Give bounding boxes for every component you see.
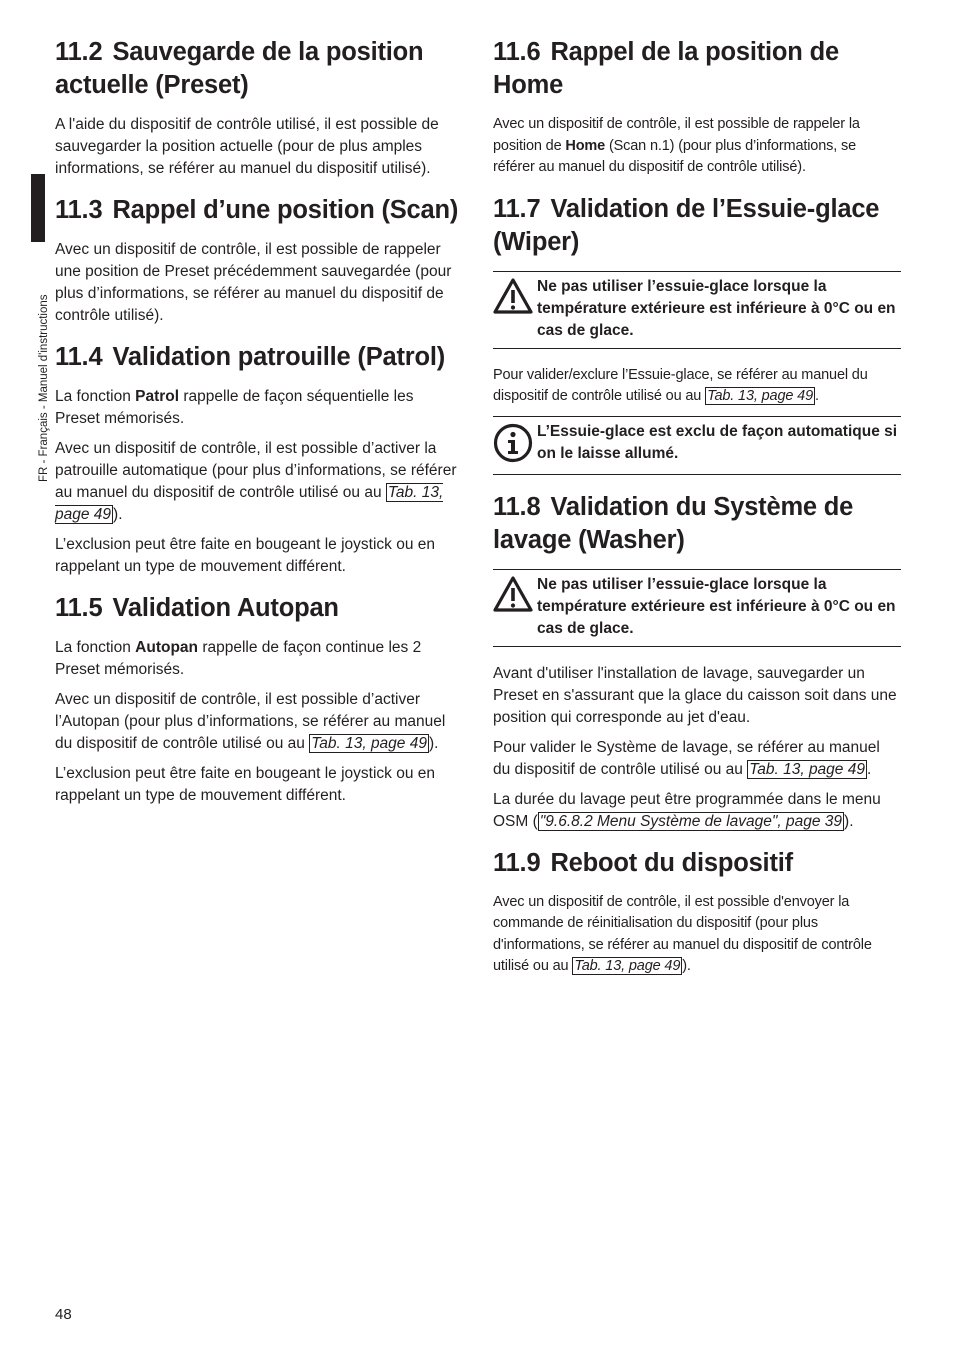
info-note — [493, 416, 901, 475]
section-11-2 — [55, 36, 460, 180]
table-reference-link[interactable]: Tab. 13, page 49 — [311, 735, 427, 752]
section-11-3 — [55, 194, 460, 327]
warning-note — [493, 569, 901, 647]
table-reference-link[interactable]: Tab. 13, page 49 — [749, 760, 865, 778]
paragraph: Avant d'utiliser l'installation de lavage, sauvegarder un Preset en s'assurant que la glace du caisson soit dans une position qui corresponde au jet d'eau. — [493, 664, 897, 726]
table-reference-link[interactable]: Tab. 13, page 49 — [707, 388, 813, 404]
paragraph: Avec un dispositif de contrôle, il est possible d’activer la patrouille automatique (pour plus d’informations, se référer au manuel du dispositif de contrôle utilisé ou au Tab. 13, page 49 ). — [55, 440, 457, 523]
warning-icon — [493, 276, 537, 319]
page-number: 48 — [55, 1306, 72, 1323]
section-11-8 — [493, 491, 901, 833]
paragraph: Pour valider/exclure l’Essuie-glace, se référer au manuel du dispositif de contrôle utilisé ou au Tab. 13, page 49 . — [493, 366, 868, 404]
section-heading: 11.7 Validation de l’Essuie-glace (Wiper) — [493, 194, 880, 256]
section-heading: 11.5 Validation Autopan — [55, 594, 339, 622]
section-heading: 11.2 Sauvegarde de la position actuelle (Preset) — [55, 38, 424, 99]
sidebar-marker — [31, 174, 45, 242]
section-11-7 — [493, 193, 901, 475]
paragraph: Avec un dispositif de contrôle, il est possible de rappeler une position de Preset précédemment sauvegardée (pour plus d’informations, se référer au manuel du dispositif de contrôle utilisé). — [55, 241, 452, 324]
right-column — [493, 36, 901, 992]
warning-text: Ne pas utiliser l’essuie-glace lorsque la température extérieure est inférieure à 0°C ou en cas de glace. — [537, 277, 896, 339]
table-reference-link[interactable]: Tab. 13, page 49 — [55, 484, 444, 523]
section-11-4 — [55, 341, 460, 578]
section-11-6 — [493, 36, 901, 179]
paragraph: Avec un dispositif de contrôle, il est possible d'envoyer la commande de réinitialisation du dispositif (pour plus d'informations, se référer au manuel du dispositif de contrôle utilisé ou au Tab. 13, page 49 ). — [493, 893, 872, 974]
paragraph: Avec un dispositif de contrôle, il est possible de rappeler la position de Home (Scan n.1) (pour plus d’informations, se référer au manuel du dispositif de contrôle utilisé). — [493, 116, 860, 175]
paragraph: L’exclusion peut être faite en bougeant le joystick ou en rappelant un type de mouvement différent. — [55, 765, 436, 804]
section-heading: 11.6 Rappel de la position de Home — [493, 38, 839, 99]
section-11-9 — [493, 847, 901, 978]
warning-note — [493, 271, 901, 349]
paragraph: La durée du lavage peut être programmée dans le menu OSM ( "9.6.8.2 Menu Système de lavage", page 39 ). — [493, 790, 881, 830]
info-icon — [493, 421, 537, 468]
warning-text: Ne pas utiliser l’essuie-glace lorsque la température extérieure est inférieure à 0°C ou en cas de glace. — [537, 575, 896, 637]
sidebar-label: FR - Français - Manuel d'instructions — [38, 294, 50, 482]
left-column — [55, 36, 460, 821]
section-heading: 11.8 Validation du Système de lavage (Washer) — [493, 492, 854, 554]
warning-icon — [493, 574, 537, 617]
section-heading: 11.4 Validation patrouille (Patrol) — [55, 343, 446, 371]
paragraph: Pour valider le Système de lavage, se référer au manuel du dispositif de contrôle utilisé ou au Tab. 13, page 49 . — [493, 738, 880, 778]
paragraph: L’exclusion peut être faite en bougeant le joystick ou en rappelant un type de mouvement différent. — [55, 536, 436, 575]
section-heading: 11.3 Rappel d’une position (Scan) — [55, 196, 459, 224]
table-reference-link[interactable]: Tab. 13, page 49 — [574, 958, 681, 974]
paragraph: A l'aide du dispositif de contrôle utilisé, il est possible de sauvegarder la position actuelle (pour de plus amples informations, se référer au manuel du dispositif utilisé). — [55, 116, 439, 177]
info-text: L’Essuie-glace est exclu de façon automatique si on le laisse allumé. — [537, 422, 898, 462]
section-reference-link[interactable]: "9.6.8.2 Menu Système de lavage", page 39 — [539, 812, 843, 830]
section-heading: 11.9 Reboot du dispositif — [493, 848, 793, 877]
paragraph: Avec un dispositif de contrôle, il est possible d’activer l’Autopan (pour plus d’informations, se référer au manuel du dispositif de contrôle utilisé ou au Tab. 13, page 49 ). — [55, 691, 446, 752]
section-11-5 — [55, 592, 460, 807]
paragraph: La fonction Patrol rappelle de façon séquentielle les Preset mémorisés. — [55, 388, 414, 427]
paragraph: La fonction Autopan rappelle de façon continue les 2 Preset mémorisés. — [55, 639, 422, 678]
